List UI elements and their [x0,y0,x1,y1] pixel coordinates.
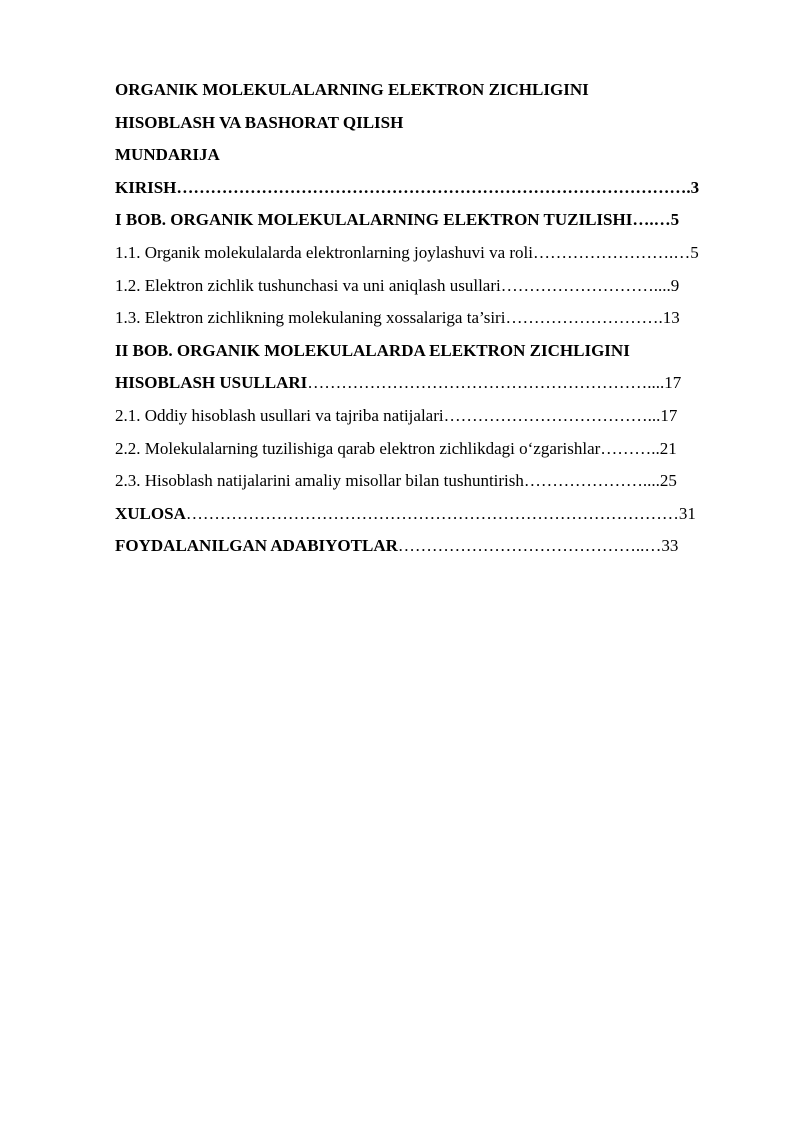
toc-entry-text: 2.3. Hisoblash natijalarini amaliy misollar bilan tushuntirish…………………....25 [115,471,677,491]
toc-entry-text: 2.2. Molekulalarning tuzilishiga qarab elektron zichlikdagi o‘zgarishlar………..21 [115,438,677,458]
toc-entry-leader: ……………………………………………………....17 [307,373,682,393]
document-title-line-2: HISOBLASH VA BASHORAT QILISH [115,112,404,132]
toc-entry-1-2 [115,270,745,303]
toc-entry-text: XULOSA [115,503,186,523]
toc-entry-text: II BOB. ORGANIK MOLEKULALARDA ELEKTRON ZICHLIGINI [115,340,630,360]
toc-entry-text: 2.1. Oddiy hisoblash usullari va tajriba natijalari………………………………...17 [115,405,678,425]
toc-entry-references [115,530,745,563]
document-page [115,74,745,563]
toc-entry-text: 1.1. Organik molekulalarda elektronlarning joylashuvi va roli…………………….…5 [115,242,699,262]
toc-entry-1-1 [115,237,745,270]
toc-entry-text: 1.2. Elektron zichlik tushunchasi va uni aniqlash usullari………………………....9 [115,275,680,295]
toc-entry-chapter-2-line-1 [115,335,745,368]
toc-entry-2-2 [115,433,745,466]
toc-entry-chapter-2-line-2 [115,367,745,400]
toc-entry-text: I BOB. ORGANIK MOLEKULALARNING ELEKTRON TUZILISHI….…5 [115,210,680,230]
toc-entry-leader: ……………………………………..…33 [397,536,679,556]
toc-entry-text: 1.3. Elektron zichlikning molekulaning xossalariga ta’siri……………………….13 [115,308,680,328]
toc-entry-chapter-1 [115,204,745,237]
toc-entry-text: FOYDALANILGAN ADABIYOTLAR [115,536,398,556]
toc-entry-xulosa [115,498,745,531]
toc-entry-text: KIRISH……………………………………………………………………………….3 [115,177,700,197]
toc-entry-1-3 [115,302,745,335]
toc-heading: MUNDARIJA [115,145,220,165]
toc-entry-kirish [115,172,745,205]
toc-entry-text: HISOBLASH USULLARI [115,373,308,393]
document-title-line-1: ORGANIK MOLEKULALARNING ELEKTRON ZICHLIGINI [115,80,589,99]
toc-entry-2-1 [115,400,745,433]
toc-entry-2-3 [115,465,745,498]
toc-entry-leader: ……………………………………………………………………………31 [185,503,696,523]
